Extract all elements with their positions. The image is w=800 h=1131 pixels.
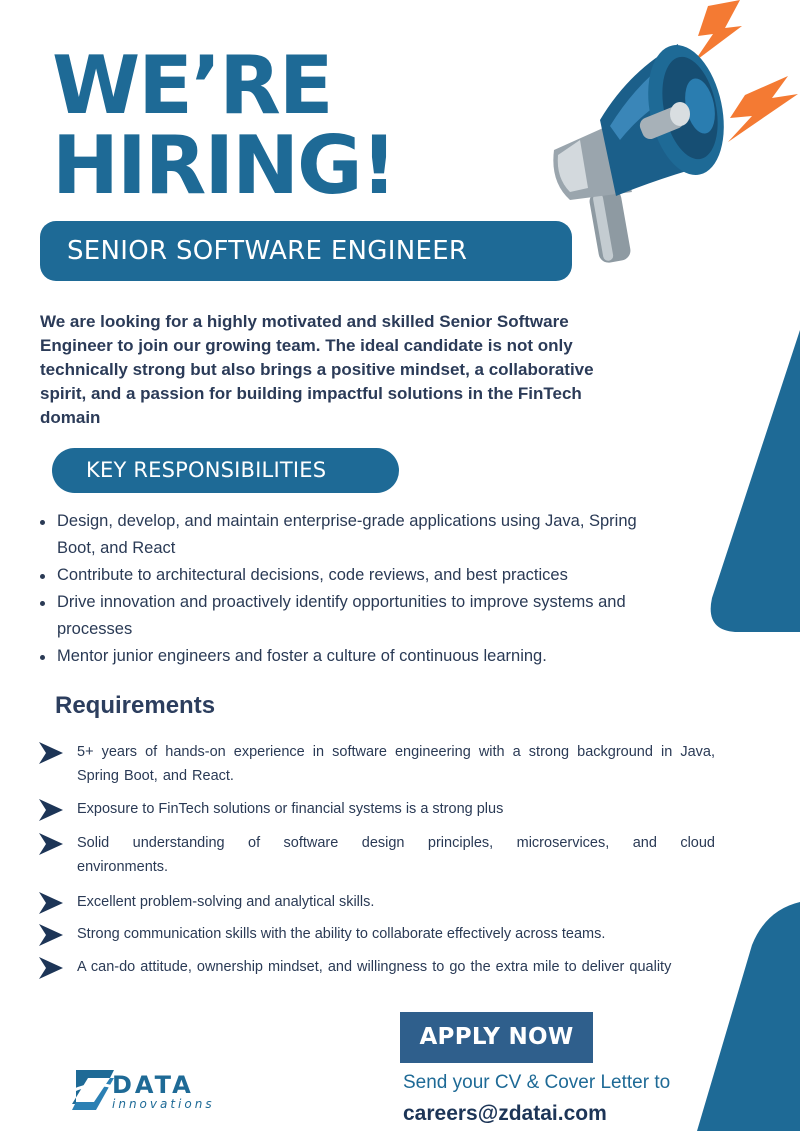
apply-now-button[interactable]: APPLY NOW xyxy=(400,1012,593,1063)
lightning-bolt-icon xyxy=(694,0,742,62)
requirement-text: 5+ years of hands-on experience in software engineering with a strong background in Java, Spring Boot, and React. xyxy=(77,744,715,784)
zdata-logo xyxy=(70,1066,240,1116)
chevron-right-icon xyxy=(39,833,63,855)
lightning-bolt-icon-2 xyxy=(728,76,798,142)
requirement-text: Exposure to FinTech solutions or financial systems is a strong plus xyxy=(77,801,504,817)
responsibility-item xyxy=(38,589,638,643)
apply-instruction: Send your CV & Cover Letter to xyxy=(403,1072,671,1093)
megaphone-icon xyxy=(540,0,800,275)
logo-tagline: innovations xyxy=(112,1097,215,1111)
chevron-right-icon xyxy=(39,799,63,821)
responsibility-item xyxy=(38,562,638,589)
responsibility-text: Contribute to architectural decisions, code reviews, and best practices xyxy=(57,566,568,584)
chevron-right-icon xyxy=(39,892,63,914)
responsibility-text: Drive innovation and proactively identify opportunities to improve systems and processes xyxy=(57,593,626,638)
bullet-dot-icon xyxy=(40,655,45,660)
job-title-banner: SENIOR SOFTWARE ENGINEER xyxy=(40,221,572,281)
responsibility-text: Mentor junior engineers and foster a culture of continuous learning. xyxy=(57,647,547,665)
chevron-right-icon xyxy=(39,957,63,979)
bullet-dot-icon xyxy=(40,601,45,606)
careers-email-link[interactable]: careers@zdatai.com xyxy=(403,1102,607,1125)
responsibilities-list xyxy=(38,508,638,670)
responsibility-item xyxy=(38,643,638,670)
requirement-text: A can-do attitude, ownership mindset, and willingness to go the extra mile to deliver quality xyxy=(77,959,672,975)
responsibility-item xyxy=(38,508,638,562)
logo-wordmark: DATA xyxy=(112,1071,194,1099)
bullet-dot-icon xyxy=(40,520,45,525)
requirement-text: Strong communication skills with the ability to collaborate effectively across teams. xyxy=(77,926,606,942)
requirement-text: Solid understanding of software design principles, microservices, and cloud environments. xyxy=(77,835,715,875)
headline-line-1: WE’RE xyxy=(52,39,332,132)
responsibilities-heading: KEY RESPONSIBILITIES xyxy=(52,448,399,493)
hiring-headline xyxy=(52,39,396,212)
chevron-right-icon xyxy=(39,742,63,764)
requirements-heading: Requirements xyxy=(55,692,216,719)
chevron-right-icon xyxy=(39,924,63,946)
z-logo-icon xyxy=(70,1066,116,1116)
requirement-text: Excellent problem-solving and analytical skills. xyxy=(77,894,375,910)
responsibility-text: Design, develop, and maintain enterprise-grade applications using Java, Spring Boot, and React xyxy=(57,512,637,557)
headline-line-2: HIRING! xyxy=(52,119,396,212)
bullet-dot-icon xyxy=(40,574,45,579)
job-intro-text: We are looking for a highly motivated and skilled Senior Software Engineer to join our growing team. The ideal candidate is not only technically strong but also brings a positive mindset, a collaborative spirit, and a passion for building impactful solutions in the FinTech domain xyxy=(40,312,594,427)
